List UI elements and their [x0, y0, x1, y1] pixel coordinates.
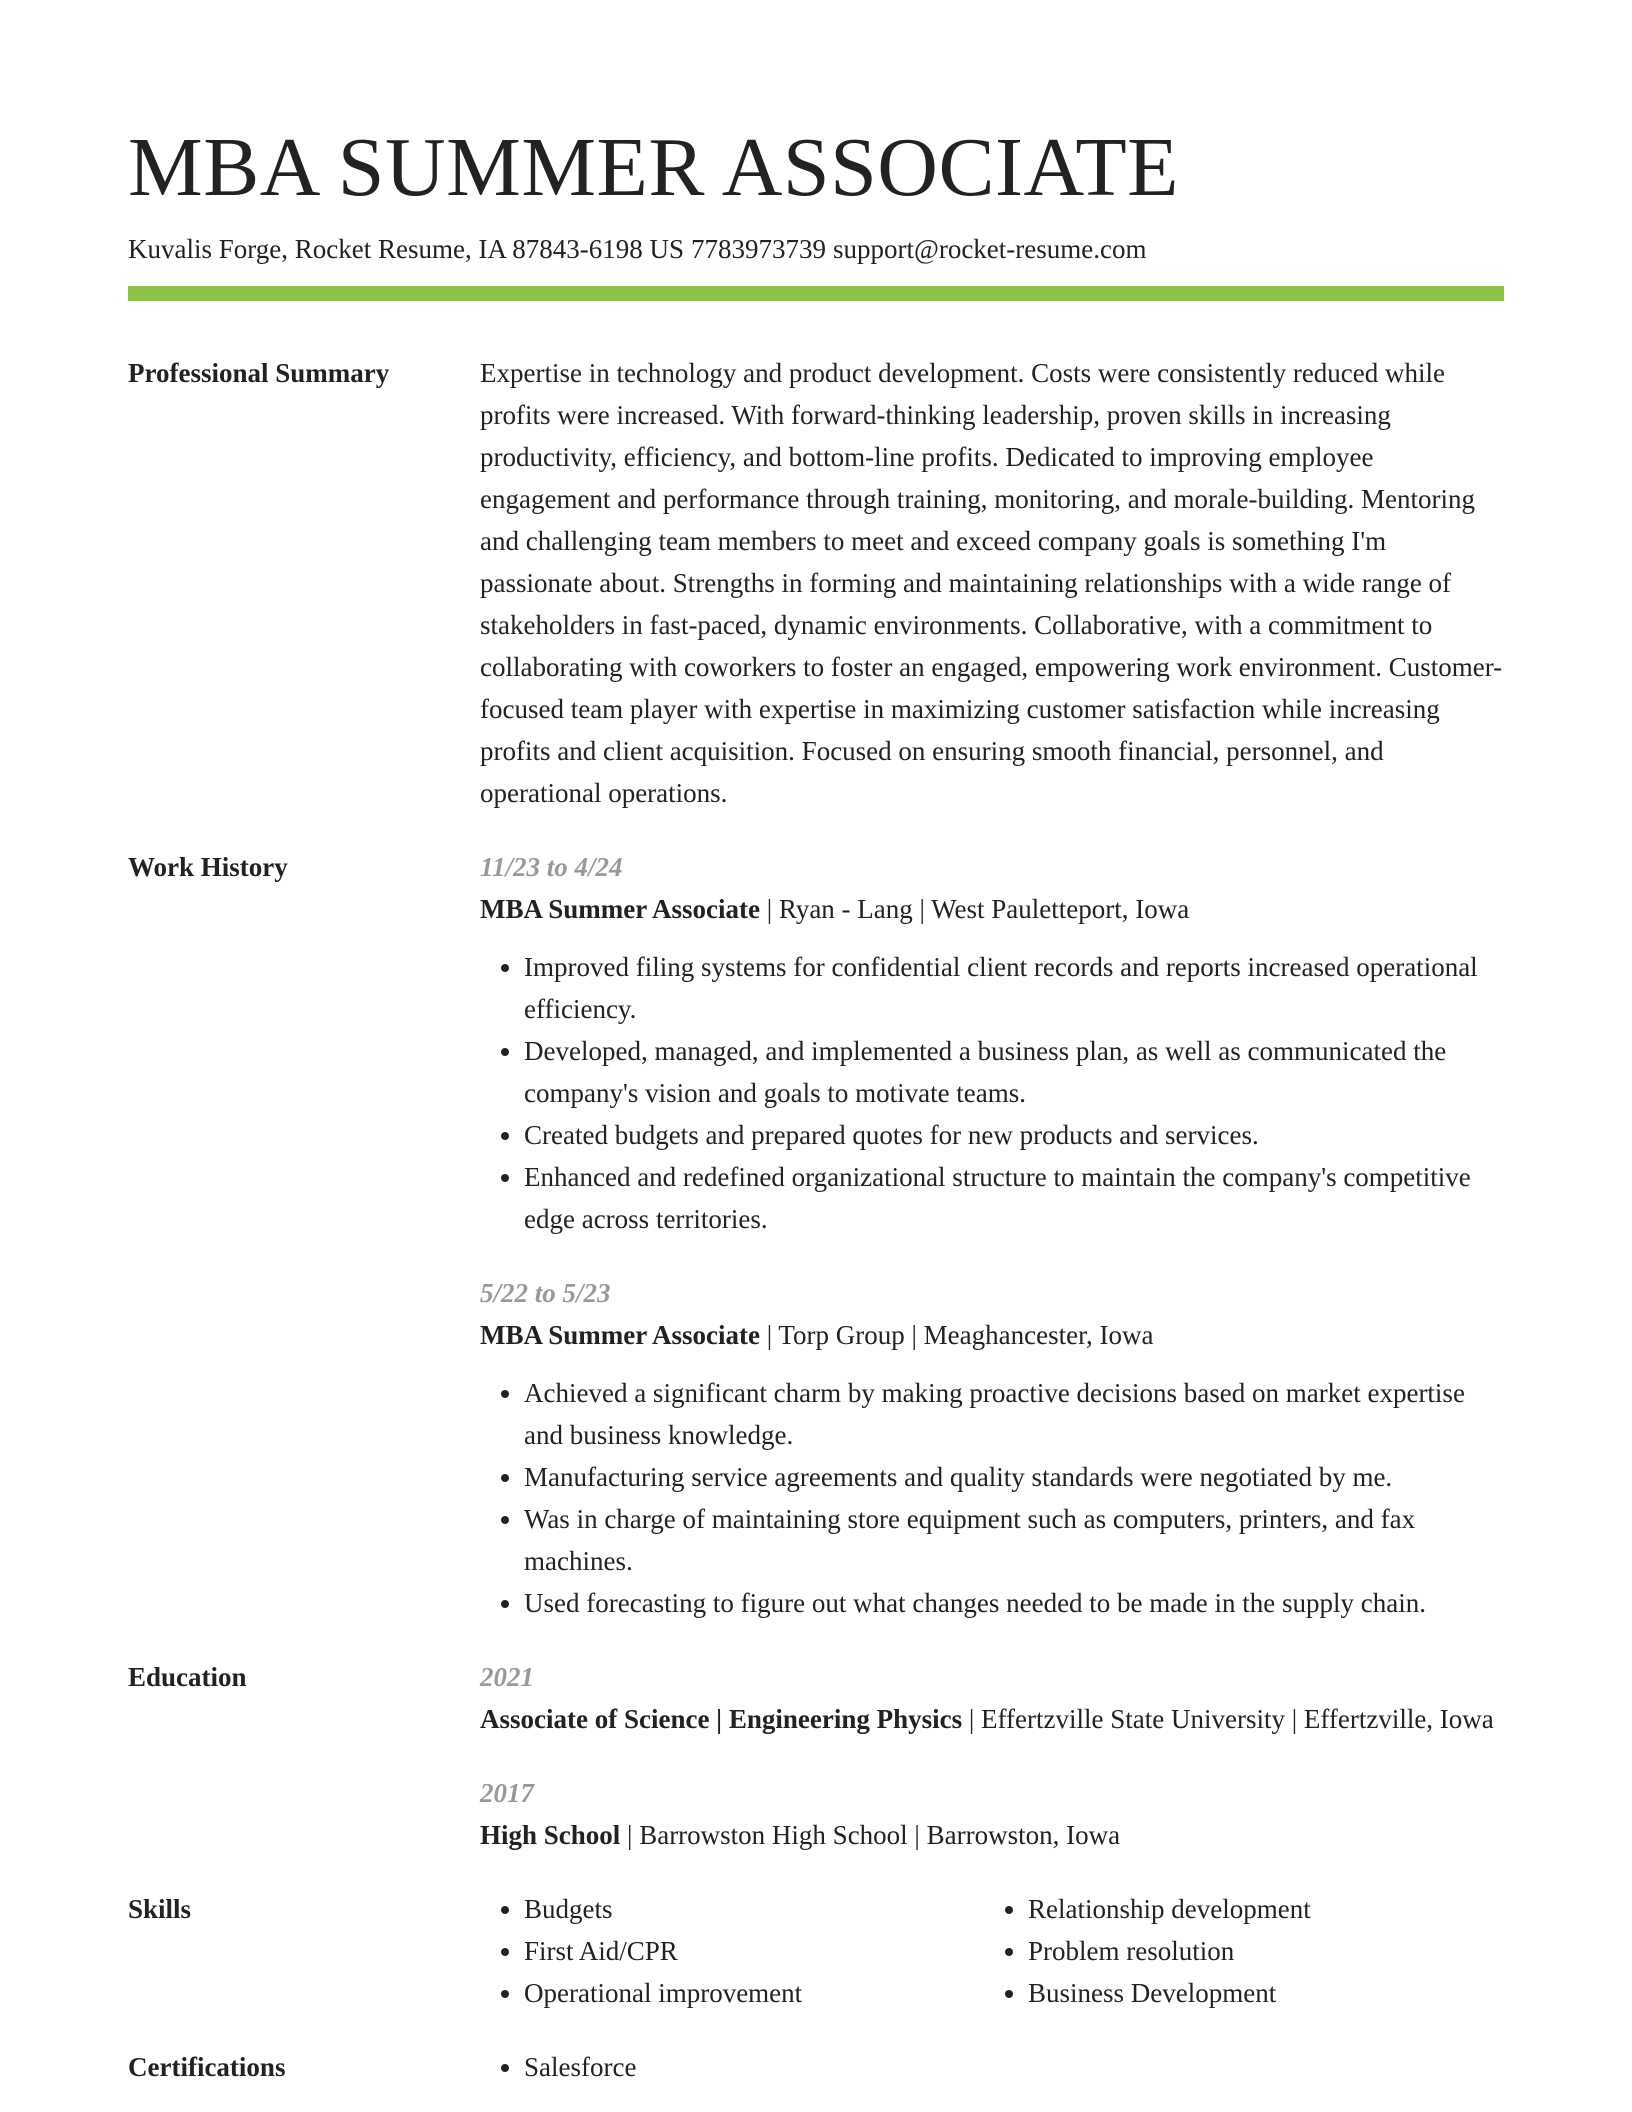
skill-item: • Relationship development: [1028, 1888, 1488, 1930]
skill-item: • Business Development: [1028, 1972, 1488, 2014]
contact-phone: 7783973739: [690, 234, 826, 264]
education-body: [480, 1656, 1504, 1888]
skills-column-left: [480, 1888, 984, 2014]
skill-item: • First Aid/CPR: [524, 1930, 984, 1972]
summary-body: [480, 352, 1504, 846]
certifications-list: [480, 2046, 1504, 2088]
job-details: | Torp Group | Meaghancester, Iowa: [759, 1320, 1154, 1350]
resume-content: [128, 352, 1504, 2088]
summary-text: Expertise in technology and product development. Costs were consistently reduced while profits were increased. With forward-thinking leadership, proven skills in increasing productivity, efficiency, and bottom-line profits. Dedicated to improving employee engagement and performance through training, monitoring, and morale-building. Mentoring and challenging team members to meet and exceed company goals is something I'm passionate about. Strengths in forming and maintaining relationships with a wide range of stakeholders in fast-paced, dynamic environments. Collaborative, with a commitment to collaborating with coworkers to foster an engaged, empowering work environment. Customer-focused team player with expertise in maximizing customer satisfaction while increasing profits and client acquisition. Focused on ensuring smooth financial, personnel, and operational operations.: [480, 358, 1503, 808]
header-divider: [128, 286, 1504, 301]
job-details: | Ryan - Lang | West Pauletteport, Iowa: [759, 894, 1190, 924]
section-label-certifications: Certifications: [128, 2052, 286, 2082]
job-entry: [480, 1272, 1504, 1624]
skills-section: [128, 1888, 1504, 2014]
job-bullet: • Improved filing systems for confidential client records and reports increased operational efficiency.: [524, 946, 1504, 1030]
summary-section: [128, 352, 1504, 846]
certifications-body: [480, 2046, 1504, 2088]
education-degree: High School: [480, 1820, 621, 1850]
job-role-line: [480, 1314, 1504, 1356]
skill-item: • Operational improvement: [524, 1972, 984, 2014]
job-dates: 5/22 to 5/23: [480, 1278, 611, 1308]
section-label-skills: Skills: [128, 1894, 192, 1924]
education-degree: Associate of Science | Engineering Physics: [480, 1704, 963, 1734]
contact-address: Kuvalis Forge, Rocket Resume, IA 87843-6198 US: [128, 234, 684, 264]
job-bullet: • Enhanced and redefined organizational structure to maintain the company's competitive edge across territories.: [524, 1156, 1504, 1240]
job-bullet: • Developed, managed, and implemented a business plan, as well as communicated the company's vision and goals to motivate teams.: [524, 1030, 1504, 1114]
work-section: [128, 846, 1504, 1656]
section-label-summary: Professional Summary: [128, 358, 390, 388]
skills-body: [480, 1888, 1504, 2014]
education-details: | Barrowston High School | Barrowston, Iowa: [620, 1820, 1121, 1850]
skill-item: • Budgets: [524, 1888, 984, 1930]
skills-column-right: [984, 1888, 1488, 2014]
job-bullet: • Used forecasting to figure out what changes needed to be made in the supply chain.: [524, 1582, 1504, 1624]
education-entry: [480, 1656, 1504, 1740]
skill-item: • Problem resolution: [1028, 1930, 1488, 1972]
education-year: 2017: [480, 1778, 534, 1808]
job-bullet: • Was in charge of maintaining store equipment such as computers, printers, and fax machines.: [524, 1498, 1504, 1582]
section-label-education: Education: [128, 1662, 247, 1692]
job-title: MBA Summer Associate: [480, 1320, 760, 1350]
education-entry: [480, 1772, 1504, 1856]
certification-item: • Salesforce: [524, 2046, 1504, 2088]
certifications-section: [128, 2046, 1504, 2088]
job-bullet: • Achieved a significant charm by making proactive decisions based on market expertise and business knowledge.: [524, 1372, 1504, 1456]
job-role-line: [480, 888, 1504, 930]
education-line: [480, 1814, 1504, 1856]
resume-title: MBA SUMMER ASSOCIATE: [128, 121, 1179, 214]
work-body: [480, 846, 1504, 1656]
job-dates: 11/23 to 4/24: [480, 852, 623, 882]
contact-email: support@rocket-resume.com: [832, 234, 1147, 264]
job-title: MBA Summer Associate: [480, 894, 760, 924]
job-bullets: [480, 946, 1504, 1240]
skills-columns: [480, 1888, 1504, 2014]
education-year: 2021: [480, 1662, 534, 1692]
job-bullet: • Created budgets and prepared quotes for new products and services.: [524, 1114, 1504, 1156]
job-bullets: [480, 1372, 1504, 1624]
job-entry: [480, 846, 1504, 1240]
education-details: | Effertzville State University | Effertzville, Iowa: [962, 1704, 1494, 1734]
section-label-work: Work History: [128, 852, 288, 882]
job-bullet: • Manufacturing service agreements and quality standards were negotiated by me.: [524, 1456, 1504, 1498]
contact-line: [128, 232, 1147, 266]
education-section: [128, 1656, 1504, 1888]
education-line: [480, 1698, 1504, 1740]
